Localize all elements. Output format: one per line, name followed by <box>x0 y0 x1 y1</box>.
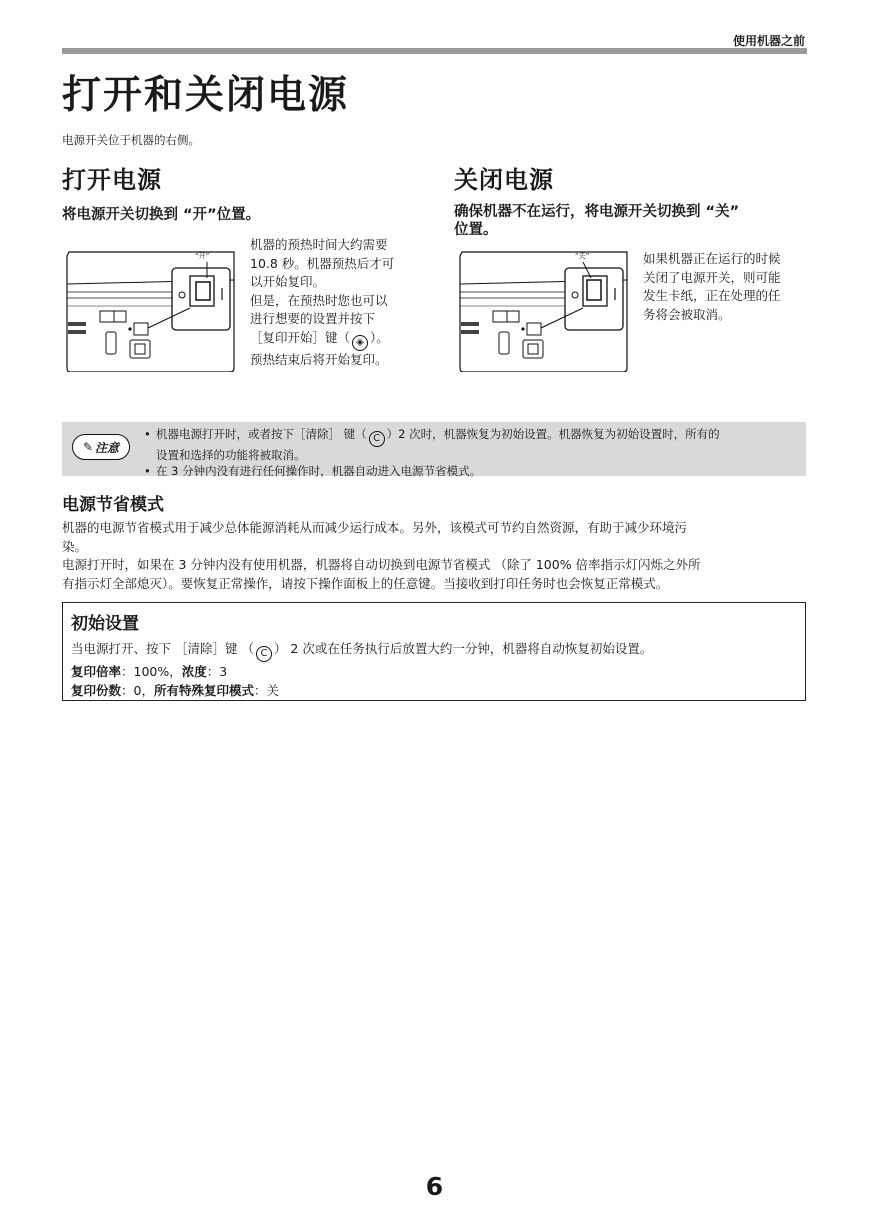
power-on-instruction: 将电源开关切换到 “开”位置。 <box>62 207 261 223</box>
desc-text: ［复印开始］键（ <box>250 329 351 345</box>
body-line: 有指示灯全部熄灭）。要恢复正常操作，请按下操作面板上的任意键。当接收到打印任务时也会恢复正常模式。 <box>62 575 669 591</box>
ratio-label: 复印倍率 <box>71 664 122 679</box>
copies-value: ：0， <box>121 683 154 698</box>
desc-line <box>250 329 420 351</box>
desc-line: 务将会被取消。 <box>643 306 731 322</box>
density-label: 浓度 <box>181 664 207 679</box>
desc-line: 但是，在预热时您也可以 <box>250 292 388 308</box>
desc-line: 如果机器正在运行的时候 <box>643 251 781 266</box>
init-text: ） 2 次或在任务执行后放置大约一分钟，机器将自动恢复初始设置。 <box>273 641 653 656</box>
note-badge <box>72 434 130 460</box>
init-line <box>71 662 652 681</box>
note-text: ）2 次时，机器恢复为初始设置。机器恢复为初始设置时，所有的 <box>386 427 720 441</box>
init-line <box>71 681 652 700</box>
power-on-description <box>250 236 420 369</box>
power-off-description <box>643 250 813 324</box>
pencil-icon: ✎ <box>82 440 94 454</box>
ratio-value: ：100%， <box>121 664 182 679</box>
instruction-line: 确保机器不在运行，将电源开关切换到 “关” <box>454 204 740 220</box>
header-rule <box>62 48 807 54</box>
note-text: 机器电源打开时，或者按下［清除］ 键（ <box>156 427 367 441</box>
power-off-instruction <box>454 203 739 239</box>
desc-line: 预热结束后将开始复印。 <box>250 351 388 367</box>
density-value: ：3 <box>206 664 228 679</box>
intro-text: 电源开关位于机器的右侧。 <box>62 133 200 147</box>
note-item <box>156 426 800 463</box>
copies-label: 复印份数 <box>71 683 122 698</box>
initial-settings-body <box>71 639 652 700</box>
desc-line: 以开始复印。 <box>250 274 326 289</box>
power-off-heading: 关闭电源 <box>454 166 554 194</box>
clear-key-icon: C <box>369 431 385 447</box>
clear-key-icon: C <box>256 646 272 662</box>
special-modes-value: ：关 <box>253 683 279 698</box>
initial-settings-box <box>62 602 806 701</box>
body-line: 染。 <box>62 538 88 554</box>
desc-line: 进行想要的设置并按下 <box>250 311 376 326</box>
note-badge-label: 注意 <box>95 440 120 455</box>
body-line: 机器的电源节省模式用于减少总体能源消耗从而减少运行成本。另外，该模式可节约自然资源，有助于减少环境污 <box>62 520 688 535</box>
switch-on-label: “开” <box>195 252 210 260</box>
energy-save-body <box>62 519 802 593</box>
energy-save-heading: 电源节省模式 <box>62 495 164 515</box>
note-box <box>62 422 806 476</box>
switch-off-label: “关” <box>575 252 590 260</box>
desc-text: ）。 <box>370 329 389 345</box>
desc-line: 机器的预热时间大约需要 <box>250 237 388 252</box>
note-item: • 在 3 分钟内没有进行任何操作时，机器自动进入电源节省模式。 <box>156 463 800 479</box>
note-list <box>156 426 800 479</box>
power-switch-on-illustration <box>62 248 238 372</box>
body-line: 电源打开时，如果在 3 分钟内没有使用机器，机器将自动切换到电源节省模式 （除了 100% 倍率指示灯闪烁之外所 <box>62 557 701 572</box>
instruction-line: 位置。 <box>454 222 498 238</box>
init-text: 当电源打开、按下 ［清除］键 （ <box>71 641 254 656</box>
page-title: 打开和关闭电源 <box>62 73 350 118</box>
init-line <box>71 639 652 662</box>
page-number: 6 <box>425 1172 444 1201</box>
start-key-icon: ◈ <box>352 335 368 351</box>
desc-line: 关闭了电源开关，则可能 <box>643 269 781 285</box>
initial-settings-heading: 初始设置 <box>71 614 139 634</box>
power-switch-off-illustration <box>455 248 631 372</box>
section-header: 使用机器之前 <box>732 34 805 48</box>
desc-line: 发生卡纸，正在处理的任 <box>643 288 781 303</box>
desc-line: 10.8 秒。机器预热后才可 <box>250 255 395 271</box>
special-modes-label: 所有特殊复印模式 <box>153 683 254 698</box>
note-text: 设置和选择的功能将被取消。 <box>156 448 306 462</box>
power-on-heading: 打开电源 <box>62 166 162 194</box>
